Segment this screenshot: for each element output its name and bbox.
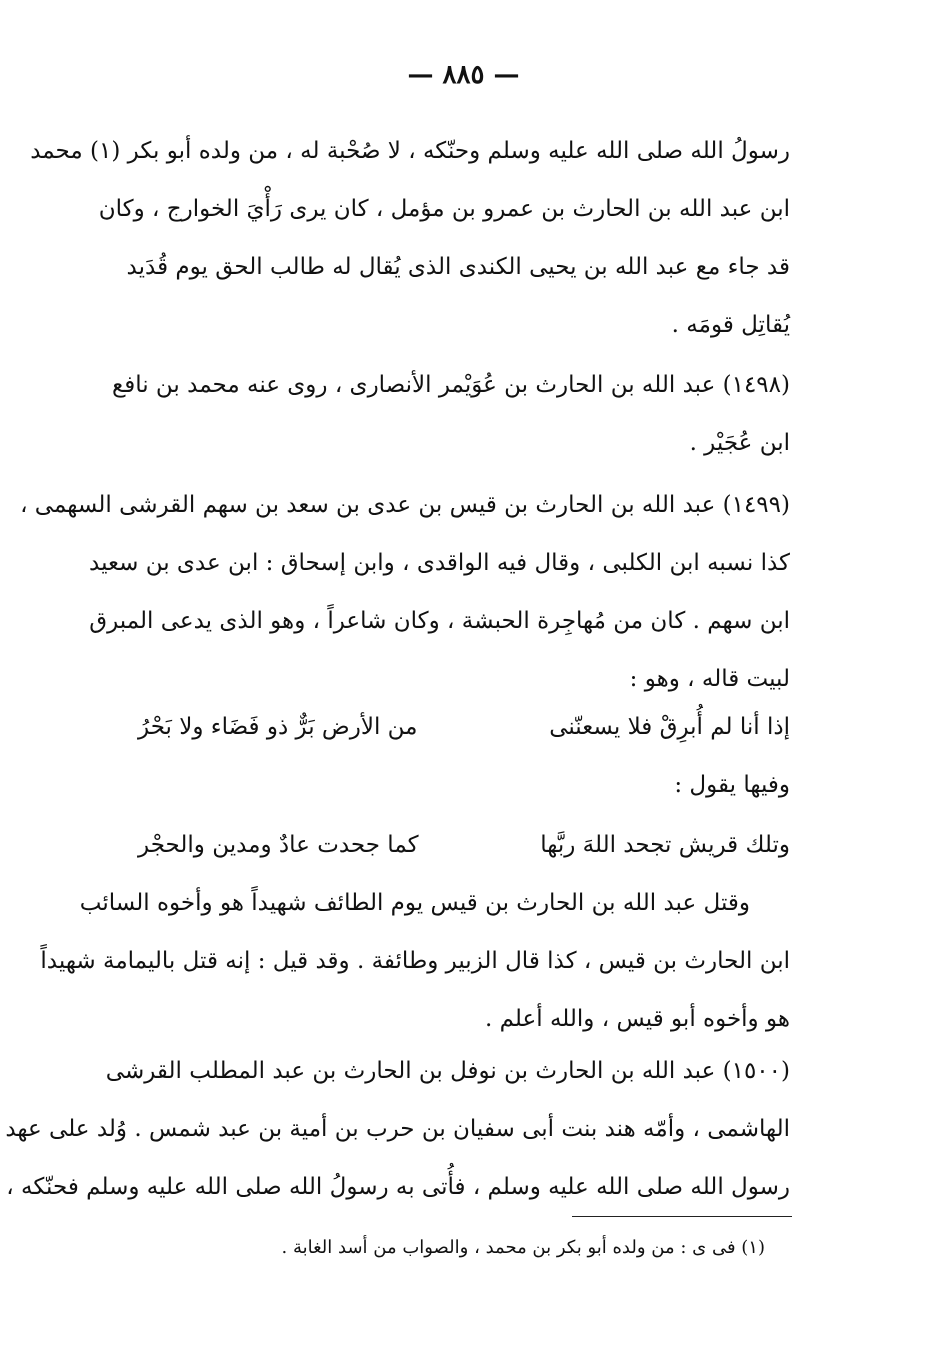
verse-intro — [560, 756, 790, 814]
text-line: رسولُ الله صلى الله عليه وسلم وحنّكه ، لا صُحْبة له ، من ولده أبو بكر (١) محمد — [30, 138, 790, 164]
text-line: يُقاتِل قومَه . — [671, 312, 790, 338]
footnote-divider — [572, 1216, 792, 1217]
text-line: رسول الله صلى الله عليه وسلم ، فأُتى به رسولُ الله صلى الله عليه وسلم فحنّكه ، — [6, 1174, 790, 1200]
text-line: (١٥٠٠) عبد الله بن الحارث بن نوفل بن الحارث بن عبد المطلب القرشى — [105, 1058, 790, 1084]
text-line: (١٤٩٩) عبد الله بن الحارث بن قيس بن عدى بن سعد بن سهم القرشى السهمى ، — [20, 492, 790, 518]
text-line: ابن عُجَيْر . — [689, 430, 790, 456]
text-line: ابن الحارث بن قيس ، كذا قال الزبير وطائفة . وقد قيل : إنه قتل باليمامة شهيداً — [40, 948, 790, 974]
verse-1 — [138, 698, 790, 756]
verse-2 — [138, 816, 790, 874]
text-line: وقتل عبد الله بن الحارث بن قيس يوم الطائف شهيداً هو وأخوه السائب — [79, 890, 750, 916]
entry-1500 — [5, 1042, 790, 1216]
text-line: (١٤٩٨) عبد الله بن الحارث بن عُوَيْمر الأنصارى ، روى عنه محمد بن نافع — [111, 372, 790, 398]
verse-2-first-hemistich: وتلك قريش تجحد اللهَ ربَّها — [540, 832, 790, 858]
text-line: ابن سهم . كان من مُهاجِرة الحبشة ، وكان شاعراً ، وهو الذى يدعى المبرق — [89, 608, 790, 634]
text-line: وفيها يقول : — [674, 772, 790, 798]
text-line: الهاشمى ، وأمّه هند بنت أبى سفيان بن حرب بن أمية بن عبد شمس . وُلد على عهد — [5, 1116, 790, 1142]
paragraph-continuation — [30, 122, 790, 354]
page-number: — ٨٨٥ — — [407, 60, 520, 90]
verse-1-first-hemistich: إذا أنا لم أُبرِقْ فلا يسعنّنى — [549, 714, 790, 740]
verse-2-second-hemistich: كما جحدت عادٌ ومدين والحجْر — [138, 832, 419, 858]
verse-1-second-hemistich: من الأرض بَرٌّ ذو فَضَاء ولا بَحْرُ — [138, 714, 418, 740]
text-line: هو وأخوه أبو قيس ، والله أعلم . — [485, 1006, 790, 1032]
text-line: لبيت قاله ، وهو : — [629, 666, 790, 692]
text-line: ابن عبد الله بن الحارث بن عمرو بن مؤمل ، كان يرى رَأْيَ الخوارج ، وكان — [98, 196, 790, 222]
entry-1498 — [111, 356, 790, 472]
text-line: قد جاء مع عبد الله بن يحيى الكندى الذى يُقال له طالب الحق يوم قُدَيد — [126, 254, 790, 280]
footnote: (١) فى ى : من ولده أبو بكر بن محمد ، والصواب من أسد الغابة . — [281, 1237, 765, 1258]
paragraph-after-verse — [40, 874, 790, 1048]
entry-1499 — [20, 476, 790, 708]
text-line: كذا نسبه ابن الكلبى ، وقال فيه الواقدى ، وابن إسحاق : ابن عدى بن سعيد — [89, 550, 790, 576]
